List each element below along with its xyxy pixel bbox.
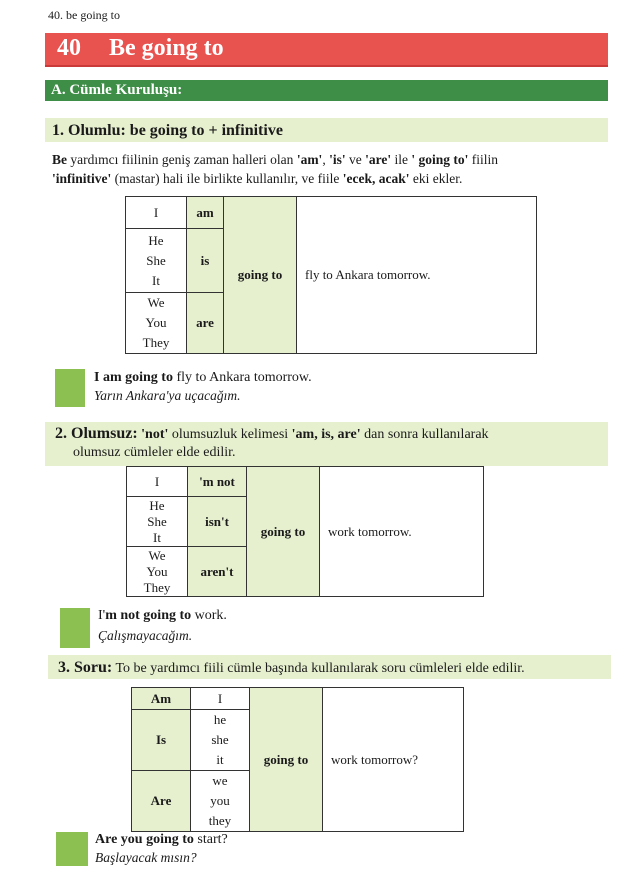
para-text: To be yardımcı fiili cümle başında kullanılarak soru cümleleri elde edilir. xyxy=(112,661,525,676)
verb-cell: isn't xyxy=(188,497,247,547)
subheading-label: 2. Olumsuz: xyxy=(55,425,138,442)
subject-cell: I xyxy=(191,688,250,710)
chapter-number: 40 xyxy=(57,35,81,61)
example-english xyxy=(98,608,227,624)
example-turkish: Yarın Ankara'ya uçacağım. xyxy=(94,388,241,403)
subject-cell: He She It xyxy=(126,229,187,293)
complement-cell: fly to Ankara tomorrow. xyxy=(297,197,537,354)
section-heading-bar xyxy=(45,80,608,101)
subject-cell: We You They xyxy=(126,293,187,354)
para-text: 'am' xyxy=(296,152,323,167)
verb-cell: is xyxy=(187,229,224,293)
verb-cell: are xyxy=(187,293,224,354)
para-text: olumsuzluk kelimesi xyxy=(168,427,292,442)
going-to-cell: going to xyxy=(247,467,320,597)
negative-table xyxy=(126,466,484,597)
subheading-negative xyxy=(55,425,489,462)
aux-cell: Are xyxy=(132,771,191,832)
para-text: ile xyxy=(391,152,412,167)
verb-cell: 'm not xyxy=(188,467,247,497)
aux-cell: Am xyxy=(132,688,191,710)
subject-cell: he she it xyxy=(191,710,250,771)
section-title: A. Cümle Kuruluşu: xyxy=(51,82,183,98)
subject-cell: He She It xyxy=(127,497,188,547)
para-text: ' going to' xyxy=(411,152,469,167)
para-text: (mastar) hali ile birlikte kullanılır, ve fiile xyxy=(111,171,343,186)
question-table xyxy=(131,687,464,832)
para-text: ve xyxy=(345,152,366,167)
para-text: yardımcı fiilinin geniş zaman halleri olan xyxy=(67,152,297,167)
going-to-cell: going to xyxy=(224,197,297,354)
para-text: 'is' xyxy=(329,152,346,167)
example-english xyxy=(94,370,312,386)
subject-cell: we you they xyxy=(191,771,250,832)
example-text: work. xyxy=(191,608,227,623)
example-bold: Are you going to xyxy=(95,832,194,847)
positive-paragraph xyxy=(52,150,612,188)
example-text: I' xyxy=(98,608,106,623)
para-text: dan sonra kullanılarak xyxy=(360,427,489,442)
para-text: , xyxy=(322,152,330,167)
going-to-cell: going to xyxy=(250,688,323,832)
para-text: 'not' xyxy=(137,427,169,442)
subheading-label: 3. Soru: xyxy=(58,659,113,676)
example-marker xyxy=(60,608,90,648)
example-text: start? xyxy=(193,832,228,847)
example-bold: m not going to xyxy=(105,608,192,623)
para-text: Be xyxy=(52,152,67,167)
para-text: 'infinitive' xyxy=(52,171,112,186)
para-text: olumsuz cümleler elde edilir. xyxy=(73,445,236,460)
example-text: fly to Ankara tomorrow. xyxy=(172,370,312,385)
para-text: eki ekler. xyxy=(409,171,463,186)
example-marker xyxy=(55,369,85,407)
complement-cell: work tomorrow. xyxy=(320,467,484,597)
subheading-positive: 1. Olumlu: be going to + infinitive xyxy=(52,122,283,139)
para-text: 'am, is, are' xyxy=(291,427,361,442)
subject-cell: I xyxy=(126,197,187,229)
running-header: 40. be going to xyxy=(48,8,120,22)
example-turkish: Başlayacak mısın? xyxy=(95,850,197,865)
example-english xyxy=(95,832,228,848)
subject-cell: We You They xyxy=(127,547,188,597)
example-bold: I am going to xyxy=(94,370,173,385)
complement-cell: work tomorrow? xyxy=(323,688,464,832)
aux-cell: Is xyxy=(132,710,191,771)
para-text: 'ecek, acak' xyxy=(342,171,410,186)
positive-table xyxy=(125,196,537,354)
para-text: 'are' xyxy=(365,152,392,167)
verb-cell: aren't xyxy=(188,547,247,597)
chapter-banner xyxy=(45,33,608,67)
subject-cell: I xyxy=(127,467,188,497)
example-marker xyxy=(56,832,88,866)
para-text: fiilin xyxy=(468,152,498,167)
subheading-question xyxy=(58,659,525,677)
example-turkish: Çalışmayacağım. xyxy=(98,628,193,643)
verb-cell: am xyxy=(187,197,224,229)
chapter-title: Be going to xyxy=(109,35,224,61)
